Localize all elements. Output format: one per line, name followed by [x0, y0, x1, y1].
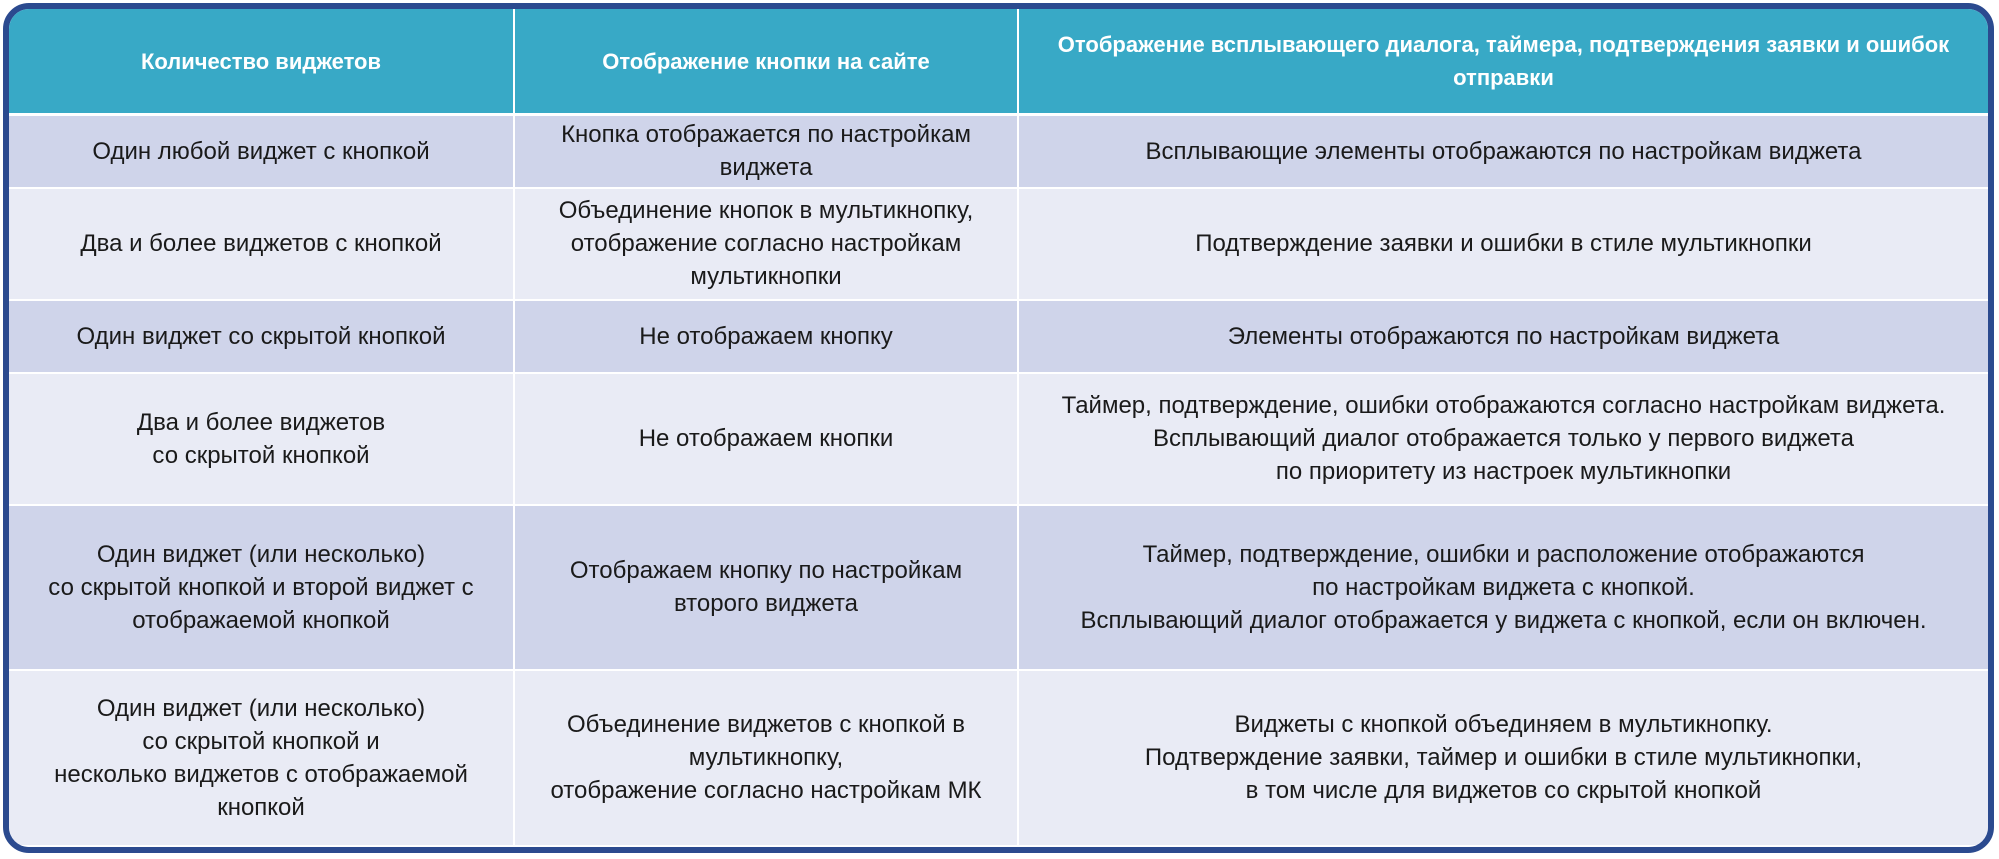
- cell-popup-display: [1018, 300, 1988, 373]
- cell-line: Один виджет со скрытой кнопкой: [76, 322, 446, 350]
- table-header-row: [9, 9, 1988, 115]
- table-row: [9, 300, 1988, 373]
- widget-display-table: [9, 9, 1988, 847]
- cell-line: Один виджет (или несколько): [96, 540, 426, 568]
- cell-widget-count: [9, 115, 514, 188]
- header-widget-count: Количество виджетов: [9, 9, 514, 115]
- cell-line: Подтверждение заявки и ошибки в стиле мультикнопки: [1195, 230, 1812, 257]
- table-row: [9, 373, 1988, 505]
- cell-line: Всплывающий диалог отображается у виджета с кнопкой, если он включен.: [1080, 606, 1927, 634]
- cell-line: в том числе для виджетов со скрытой кнопкой: [1245, 777, 1762, 805]
- cell-popup-display: [1018, 505, 1988, 670]
- cell-line: мультикнопку,: [688, 744, 844, 772]
- cell-line: Элементы отображаются по настройкам виджета: [1227, 322, 1780, 350]
- cell-widget-count: [9, 300, 514, 373]
- header-popup-display: Отображение всплывающего диалога, таймера, подтверждения заявки и ошибок отправки: [1018, 9, 1988, 115]
- cell-line: Таймер, подтверждение, ошибки отображаются согласно настройкам виджета.: [1061, 392, 1946, 419]
- cell-line: несколько виджетов с отображаемой: [54, 760, 468, 788]
- cell-line: по настройкам виджета с кнопкой.: [1312, 573, 1695, 601]
- cell-button-display: [514, 188, 1018, 300]
- cell-line: Виджеты с кнопкой объединяем в мультикнопку.: [1234, 711, 1773, 739]
- cell-line: отображение согласно настройкам МК: [550, 777, 982, 805]
- cell-line: Кнопка отображается по настройкам: [561, 121, 971, 149]
- cell-line: со скрытой кнопкой и второй виджет с: [48, 573, 474, 601]
- cell-line: Два и более виджетов: [136, 408, 386, 436]
- header-button-display: Отображение кнопки на сайте: [514, 9, 1018, 115]
- cell-line: Всплывающий диалог отображается только у первого виджета: [1153, 425, 1854, 452]
- cell-line: Один любой виджет с кнопкой: [92, 137, 430, 165]
- cell-popup-display: [1018, 373, 1988, 505]
- cell-popup-display: [1018, 115, 1988, 188]
- cell-line: со скрытой кнопкой и: [142, 727, 380, 755]
- table-row: [9, 188, 1988, 300]
- cell-button-display: [514, 505, 1018, 670]
- cell-line: Всплывающие элементы отображаются по настройкам виджета: [1145, 137, 1862, 165]
- table-frame: [3, 3, 1994, 853]
- cell-line: Объединение кнопок в мультикнопку,: [558, 197, 974, 224]
- table-row: [9, 115, 1988, 188]
- cell-line: мультикнопки: [690, 263, 842, 290]
- cell-button-display: [514, 373, 1018, 505]
- cell-line: Один виджет (или несколько): [96, 694, 426, 722]
- cell-button-display: [514, 300, 1018, 373]
- cell-line: отображаемой кнопкой: [132, 606, 390, 634]
- cell-widget-count: [9, 505, 514, 670]
- cell-line: Два и более виджетов с кнопкой: [80, 230, 442, 257]
- cell-popup-display: [1018, 670, 1988, 847]
- cell-line: кнопкой: [217, 793, 305, 821]
- cell-line: со скрытой кнопкой: [152, 441, 370, 469]
- table-row: [9, 670, 1988, 847]
- cell-line: Не отображаем кнопку: [639, 322, 893, 350]
- cell-line: виджета: [719, 154, 813, 182]
- cell-line: отображение согласно настройкам: [570, 230, 962, 257]
- cell-widget-count: [9, 188, 514, 300]
- cell-line: Отображаем кнопку по настройкам: [569, 557, 963, 584]
- cell-popup-display: [1018, 188, 1988, 300]
- table-row: [9, 505, 1988, 670]
- cell-button-display: [514, 670, 1018, 847]
- cell-line: Подтверждение заявки, таймер и ошибки в стиле мультикнопки,: [1144, 744, 1863, 772]
- cell-line: Не отображаем кнопки: [638, 425, 894, 452]
- cell-line: по приоритету из настроек мультикнопки: [1275, 458, 1732, 485]
- cell-button-display: [514, 115, 1018, 188]
- cell-widget-count: [9, 373, 514, 505]
- cell-line: Таймер, подтверждение, ошибки и расположение отображаются: [1142, 540, 1865, 568]
- cell-line: второго виджета: [673, 590, 859, 617]
- cell-line: Объединение виджетов с кнопкой в: [566, 711, 966, 739]
- cell-widget-count: [9, 670, 514, 847]
